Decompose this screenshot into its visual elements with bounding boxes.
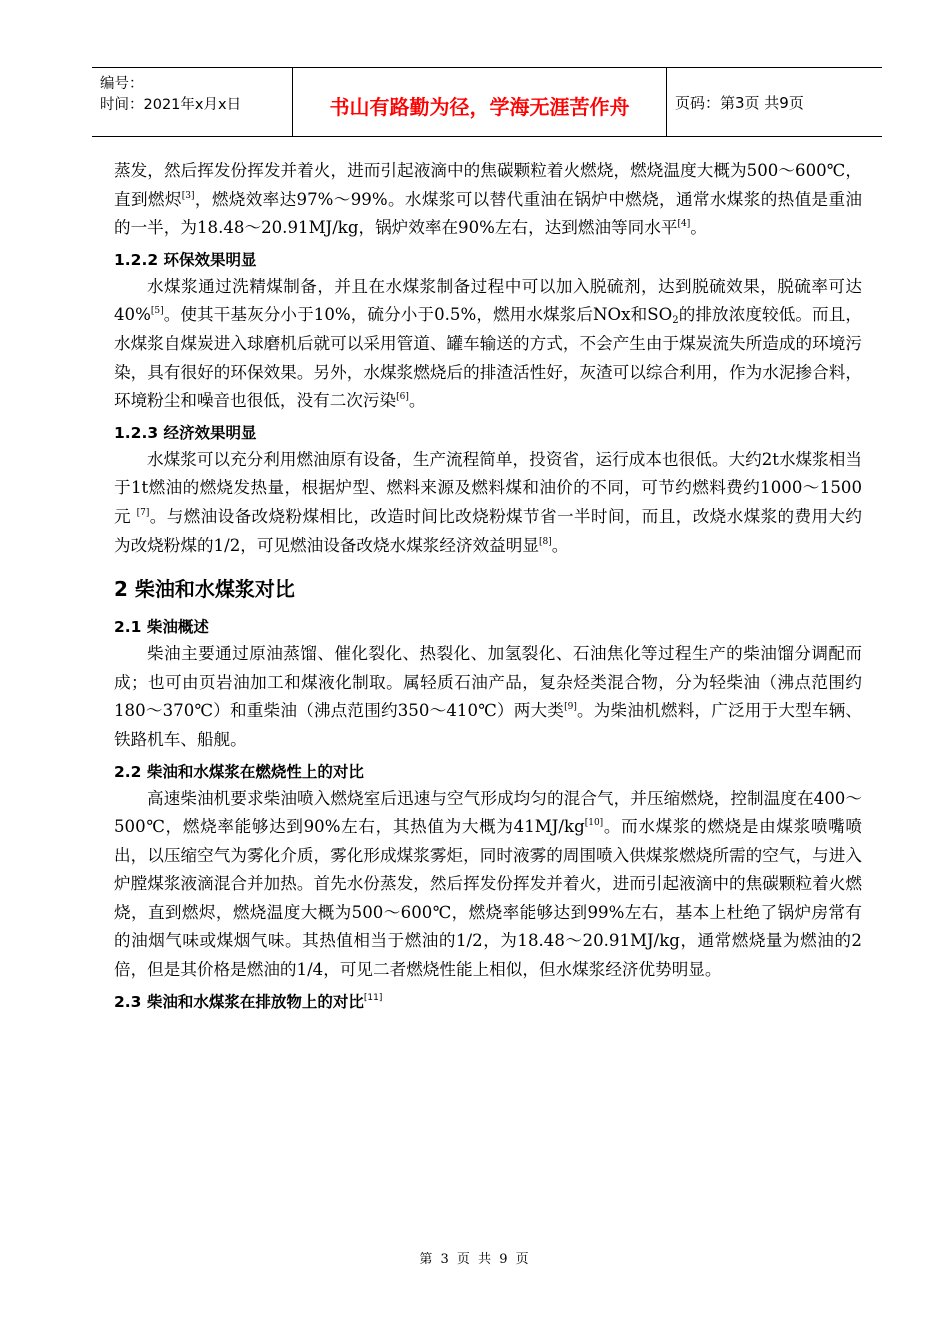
paragraph: 柴油主要通过原油蒸馏、催化裂化、热裂化、加氢裂化、石油焦化等过程生产的柴油馏分调配而成；也可由页岩油加工和煤液化制取。属轻质石油产品，复杂烃类混合物，分为轻柴油（沸点范围约180～370℃）和重柴油（沸点范围约350～410℃）两大类[9]。为柴油机燃料，广泛用于大型车辆、铁路机车、船舰。 xyxy=(114,644,862,749)
header-center-cell xyxy=(292,68,667,136)
paragraph: 蒸发，然后挥发份挥发并着火，进而引起液滴中的焦碳颗粒着火燃烧，燃烧温度大概为500～600℃，直到燃烬[3]，燃烧效率达97%～99%。水煤浆可以替代重油在锅炉中燃烧，通常水煤浆的热值是重油的一半，为18.48～20.91MJ/kg，锅炉效率在90%左右，达到燃油等同水平[4]。 xyxy=(114,161,863,238)
citation: [8] xyxy=(538,536,552,547)
section-heading: 2.1 柴油概述 xyxy=(114,618,209,637)
citation: [4] xyxy=(677,219,691,230)
page-header xyxy=(92,67,882,137)
header-page-label: 页码：第3页 共9页 xyxy=(675,94,804,112)
number-label: 编号： xyxy=(100,76,144,92)
time-label: 时间：2021年x月x日 xyxy=(100,97,242,113)
citation: [6] xyxy=(396,392,409,403)
paragraph: 高速柴油机要求柴油喷入燃烧室后迅速与空气形成均匀的混合气，并压缩燃烧，控制温度在400～500℃，燃烧率能够达到90%左右，其热值为大概为41MJ/kg[10]。而水煤浆的燃烧是由煤浆喷嘴喷出，以压缩空气为雾化介质，雾化形成煤浆雾炬，同时液雾的周围喷入供煤浆燃烧所需的空气，与进入炉膛煤浆液滴混合并加热。首先水份蒸发，然后挥发份挥发并着火，进而引起液滴中的焦碳颗粒着火燃烧，直到燃烬，燃烧温度大概为500～600℃，燃烧率能够达到99%左右，基本上杜绝了锅炉房常有的油烟气味或煤烟气味。其热值相当于燃油的1/2，为18.48～20.91MJ/kg，通常燃烧量为燃油的2倍，但是其价格是燃油的1/4，可见二者燃烧性能上相似，但水煤浆经济优势明显。 xyxy=(114,788,862,980)
citation: [7] xyxy=(136,507,150,518)
document-body xyxy=(114,157,862,1015)
header-left-cell xyxy=(92,68,292,136)
citation: [5] xyxy=(150,306,164,317)
paragraph: 水煤浆可以充分利用燃油原有设备，生产流程简单，投资省，运行成本也很低。大约2t水煤浆相当于1t燃油的燃烧发热量，根据炉型、燃料来源及燃料煤和油价的不同，可节约燃料费约1000～1500元 [7]。与燃油设备改烧粉煤相比，改造时间比改烧粉煤节省一半时间，而且，改烧水煤浆的费用大约为改烧粉煤的1/2，可见燃油设备改烧水煤浆经济效益明显[8]。 xyxy=(114,449,863,555)
section-heading: 1.2.3 经济效果明显 xyxy=(114,423,257,442)
chapter-heading: 2 柴油和水煤浆对比 xyxy=(114,577,295,602)
header-motto: 书山有路勤为径，学海无涯苦作舟 xyxy=(329,95,630,119)
header-right-cell xyxy=(667,68,882,136)
citation: [10] xyxy=(584,818,604,829)
section-heading: 2.3 柴油和水煤浆在排放物上的对比[11] xyxy=(114,992,383,1011)
page-footer: 第 3 页 共 9 页 xyxy=(419,1252,531,1267)
citation: [11] xyxy=(363,992,383,1003)
paragraph: 水煤浆通过洗精煤制备，并且在水煤浆制备过程中可以加入脱硫剂，达到脱硫效果，脱硫率可达40%[5]。使其干基灰分小于10%，硫分小于0.5%，燃用水煤浆后NOx和$SO_2$的排放浓度较低。而且，水煤浆自煤炭进入球磨机后就可以采用管道、罐车输送的方式，不会产生由于煤炭流失所造成的环境污染，具有很好的环保效果。另外，水煤浆燃烧后的排渣活性好，灰渣可以综合利用，作为水泥掺合料，环境粉尘和噪音也很低，没有二次污染[6]。 xyxy=(114,276,862,411)
citation: [9] xyxy=(564,702,577,713)
section-heading: 2.2 柴油和水煤浆在燃烧性上的对比 xyxy=(114,762,364,781)
citation: [3] xyxy=(181,190,195,201)
section-heading: 1.2.2 环保效果明显 xyxy=(114,250,257,269)
